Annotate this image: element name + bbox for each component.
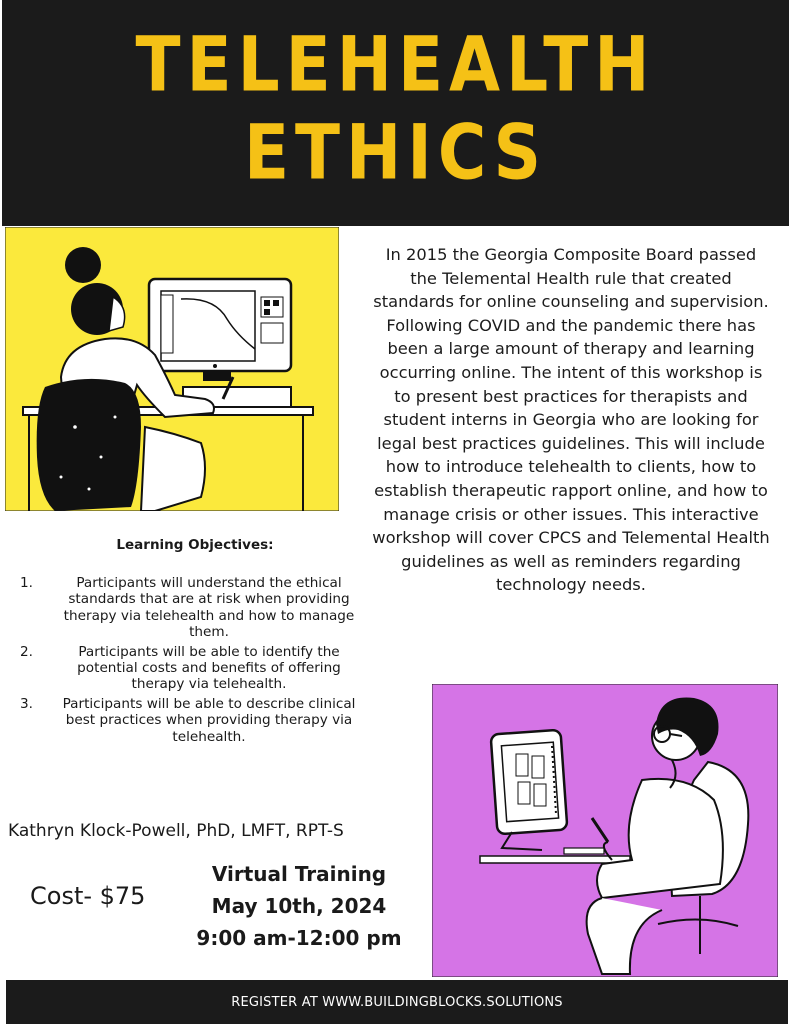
training-date: May 10th, 2024 — [211, 894, 387, 918]
title-line-2: ETHICS — [243, 108, 548, 197]
objective-text: Participants will understand the ethical standards that are at risk when providing therapy via telehealth and how to manage them. — [63, 575, 355, 641]
objective-number: 1. — [20, 575, 33, 591]
learning-objectives-list — [18, 575, 368, 748]
learning-objectives-heading: Learning Objectives: — [116, 537, 274, 553]
workshop-description: In 2015 the Georgia Composite Board passed the Telemental Health rule that created standards for online counseling and supervision. Following COVID and the pandemic there has been a large amount of therapy and learning occurring online. The intent of this workshop is to present best practices for therapists and student interns in Georgia who are looking for legal best practices guidelines. This will include how to introduce telehealth to clients, how to establish therapeutic rapport online, and how to manage crisis or other issues. This interactive workshop will cover CPCS and Telemental Health guidelines as well as reminders regarding technology needs. — [372, 245, 770, 595]
cost-label: Cost- $75 — [30, 882, 146, 910]
presenter-name: Kathryn Klock-Powell, PhD, LMFT, RPT-S — [8, 821, 344, 841]
title-line-1: TELEHEALTH — [135, 20, 656, 109]
footer-register-banner — [6, 980, 788, 1024]
woman-at-computer-illustration — [5, 227, 339, 511]
objective-item — [18, 696, 368, 745]
objective-text: Participants will be able to describe clinical best practices when providing therapy via telehealth. — [62, 695, 356, 745]
objective-number: 2. — [20, 643, 33, 660]
title-banner — [2, 0, 789, 226]
training-time: 9:00 am-12:00 pm — [196, 926, 402, 950]
objective-number: 3. — [20, 695, 33, 712]
objective-item — [18, 644, 368, 693]
objective-text: Participants will be able to identify the potential costs and benefits of offering therapy via telehealth. — [77, 643, 341, 693]
training-format: Virtual Training — [211, 862, 387, 886]
training-details — [184, 858, 414, 954]
objective-item — [18, 575, 368, 641]
register-link[interactable]: REGISTER AT WWW.BUILDINGBLOCKS.SOLUTIONS — [231, 994, 563, 1010]
man-at-computer-illustration — [432, 684, 778, 977]
